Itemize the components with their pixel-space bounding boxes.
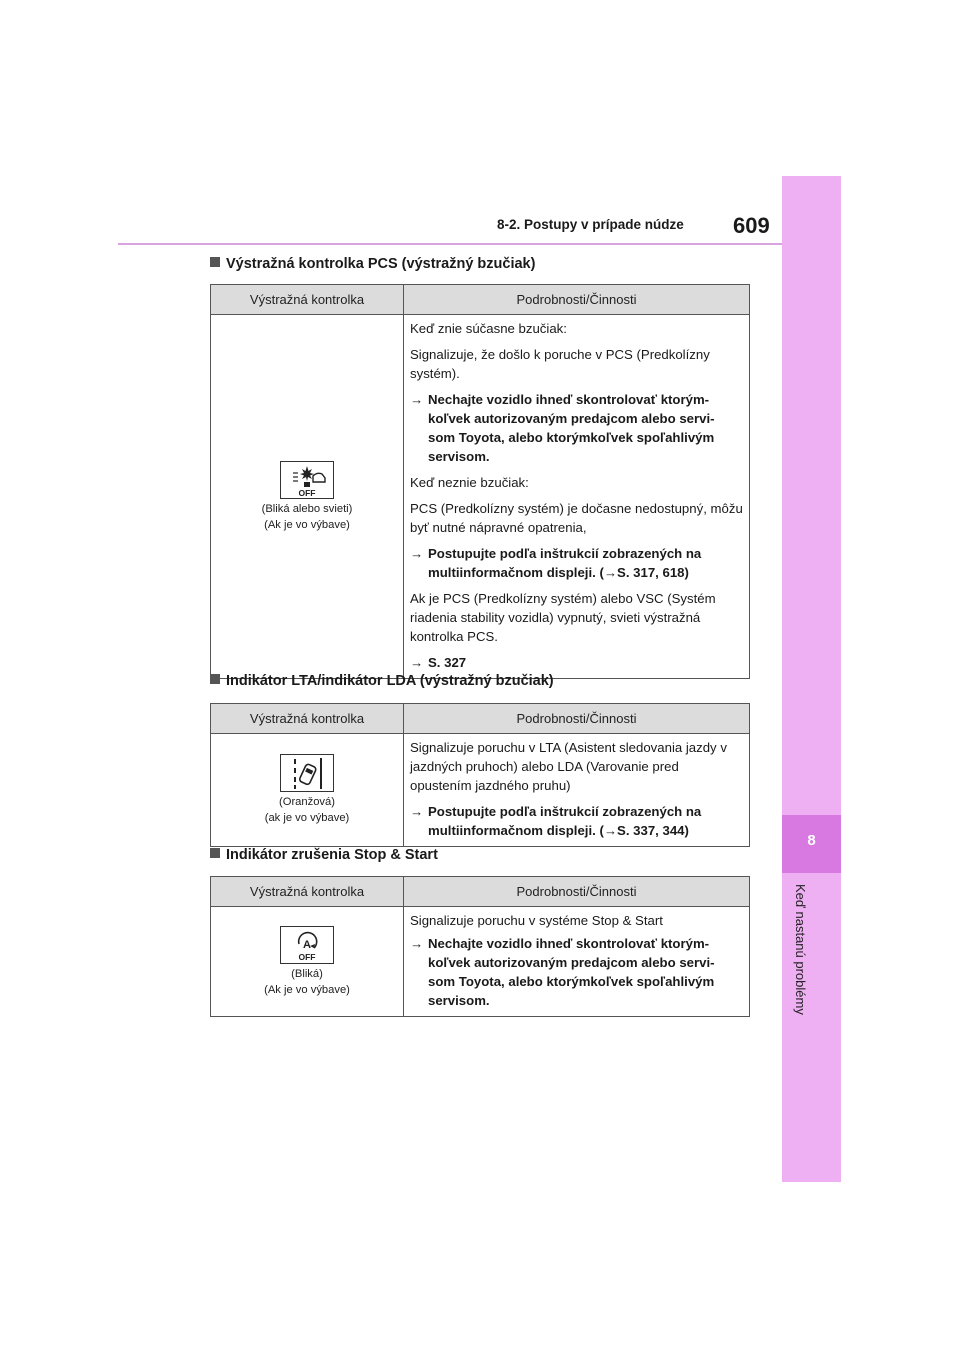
column-header-details: Podrobnosti/Činnosti [404,877,750,907]
bullet-square-icon [210,257,220,267]
no-buzzer-label: Keď neznie bzučiak: [410,475,529,490]
column-header-details: Podrobnosti/Činnosti [404,285,750,315]
malfunction-text: Signalizuje, že došlo k poruche v PCS (Predkolízny systém). [410,347,710,381]
lane-departure-icon [280,754,334,792]
column-header-warning: Výstražná kontrolka [211,704,404,734]
malfunction-text: Signalizuje poruchu v systéme Stop & Start [410,913,663,928]
stop-start-warning-table [210,876,750,1017]
section-title-lta: Indikátor LTA/indikátor LDA (výstražný bzučiak) [210,673,554,689]
icon-caption: (Bliká) [291,967,323,980]
bullet-square-icon [210,848,220,858]
action-text: → Nechajte vozidlo ihneď skontrolovať ktorým- koľvek autorizovaným predajcom alebo servi- som Toyota, alebo ktorýmkoľvek spoľahlivým servisom. [410,392,715,464]
svg-text:A: A [303,938,311,951]
chapter-title: Keď nastanú problémy [793,884,808,1015]
malfunction-text: Signalizuje poruchu v LTA (Asistent sledovania jazdy v jazdných pruhoch) alebo LDA (Varovanie pred opustením jazdného pruhu) [410,740,727,793]
chapter-number: 8 [807,832,816,849]
icon-caption-equipment: (ak je vo výbave) [264,812,350,824]
icon-caption: (Bliká alebo svieti) [261,502,353,515]
details-cell [404,315,750,679]
svg-text:OFF: OFF [298,487,316,498]
column-header-warning: Výstražná kontrolka [211,285,404,315]
buzzer-sounds-label: Keď znie súčasne bzučiak: [410,321,567,336]
page-number: 609 [733,213,770,238]
lta-warning-table [210,703,750,847]
column-header-warning: Výstražná kontrolka [211,877,404,907]
svg-text:OFF: OFF [298,951,316,962]
action-text: → Postupujte podľa inštrukcií zobrazených na multiinformačnom displeji. (→S. 337, 344) [410,804,702,838]
warning-light-cell [211,734,404,847]
warning-light-cell [211,907,404,1017]
stop-start-off-icon [280,926,334,964]
details-cell [404,734,750,847]
page-reference: → S. 327 [410,655,467,670]
action-text: → Postupujte podľa inštrukcií zobrazených na multiinformačnom displeji. (→S. 317, 618) [410,546,702,580]
section-heading: 8-2. Postupy v prípade núdze [497,217,684,232]
pcs-warning-table [210,284,750,679]
details-cell [404,907,750,1017]
section-title-pcs: Výstražná kontrolka PCS (výstražný bzučiak) [210,256,535,272]
section-title-stop-start: Indikátor zrušenia Stop & Start [210,847,438,863]
pcs-off-text: Ak je PCS (Predkolízny systém) alebo VSC (Systém riadenia stability vozidla) vypnutý, svieti výstražná kontrolka PCS. [410,591,716,644]
unavailable-text: PCS (Predkolízny systém) je dočasne nedostupný, môžu byť nutné nápravné opatrenia, [410,501,743,535]
icon-caption-equipment: (Ak je vo výbave) [264,983,350,996]
warning-light-cell [211,315,404,679]
action-text: → Nechajte vozidlo ihneď skontrolovať ktorým- koľvek autorizovaným predajcom alebo servi- som Toyota, alebo ktorýmkoľvek spoľahlivým servisom. [410,936,715,1008]
bullet-square-icon [210,674,220,684]
icon-caption-equipment: (Ak je vo výbave) [264,518,350,531]
pcs-off-icon [280,461,334,499]
column-header-details: Podrobnosti/Činnosti [404,704,750,734]
header-rule [118,243,782,245]
icon-caption: (Oranžová) [279,796,335,808]
